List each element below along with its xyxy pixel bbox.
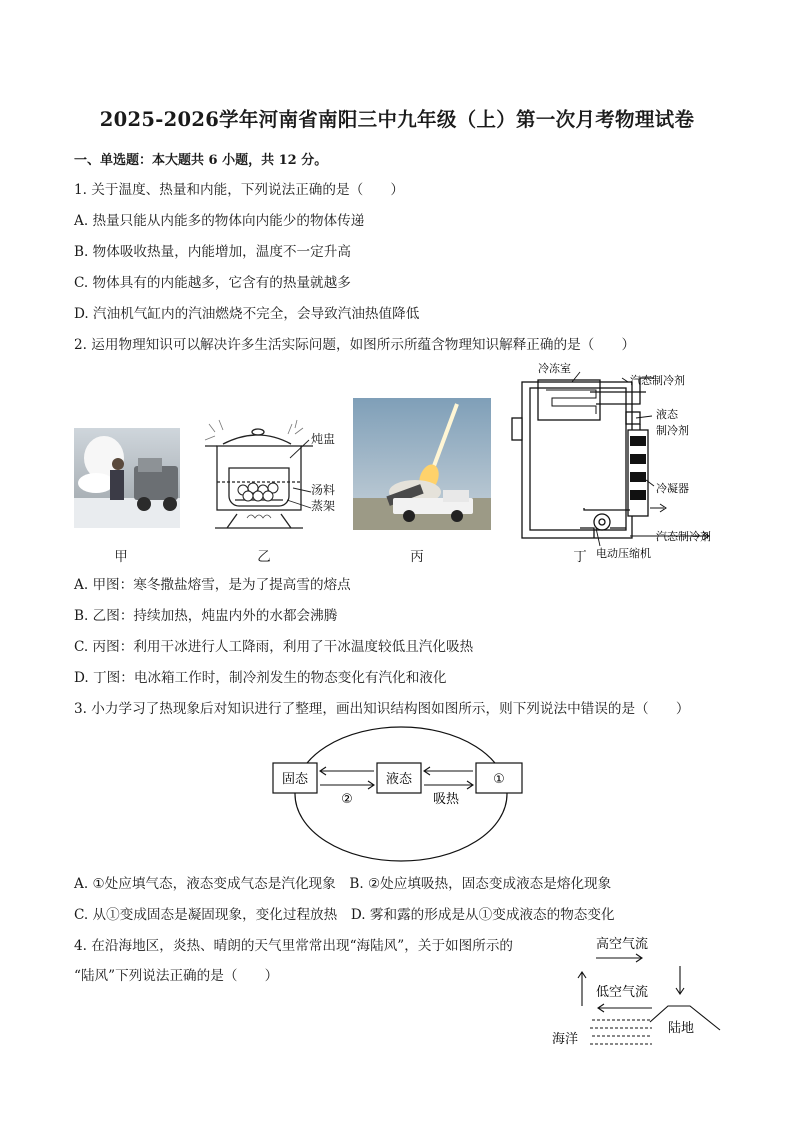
question-3-stem: 3. 小力学习了热现象后对知识进行了整理，画出知识结构图如图所示，则下列说法中错误的是（ ） [74,701,690,717]
label-yasuoji: 电动压缩机 [596,547,651,560]
label-ocean: 海洋 [552,1032,579,1047]
label-solid: 固态 [281,772,309,787]
question-4-stem-line1: 4. 在沿海地区，炎热、晴朗的天气里常常出现“海陆风”，关于如图所示的 [74,938,514,954]
q1-option-c: C. 物体具有的内能越多，它含有的热量就越多 [74,275,351,291]
label-qitai-2: 汽态制冷剂 [656,530,711,543]
caption-yi: 乙 [257,549,271,565]
label-yetai: 液态 [656,408,678,421]
q2-option-c: C. 丙图：利用干冰进行人工降雨，利用了干冰温度较低且汽化吸热 [74,639,474,655]
q3-options-cd: C. 从①变成固态是凝固现象，变化过程放热 D. 雾和露的形成是从①变成液态的物态变化 [74,907,615,923]
figure-bing-photo [353,398,491,530]
figure-ding-diagram [510,360,720,565]
page-title: 2025-2026学年河南省南阳三中九年级（上）第一次月考物理试卷 [99,108,695,131]
figure-jia-photo [74,428,180,528]
label-high-air: 高空气流 [596,937,649,952]
label-absorb: 吸热 [432,792,460,807]
figure-yi-diagram [187,418,355,536]
label-mark2: ② [341,792,353,807]
label-mark1: ① [493,772,505,787]
label-tangliao: 汤料 [311,483,336,497]
section-heading: 一、单选题：本大题共 6 小题，共 12 分。 [74,153,328,168]
q3-options-ab: A. ①处应填气态，液态变成气态是汽化现象 B. ②处应填吸热，固态变成液态是熔化现象 [74,876,612,892]
sea-land-breeze-diagram [548,928,724,1050]
label-liquid: 液态 [385,772,413,787]
q1-option-b: B. 物体吸收热量，内能增加，温度不一定升高 [74,244,351,260]
label-dunzhong: 炖盅 [311,432,336,446]
caption-bing: 丙 [410,549,424,565]
caption-ding: 丁 [573,549,587,565]
q1-option-a: A. 热量只能从内能多的物体向内能少的物体传递 [74,213,365,229]
q2-option-d: D. 丁图：电冰箱工作时，制冷剂发生的物态变化有汽化和液化 [74,670,447,686]
question-2-stem: 2. 运用物理知识可以解决许多生活实际问题，如图所示所蕴含物理知识解释正确的是（ ） [74,337,636,353]
caption-jia: 甲 [114,549,128,565]
state-change-diagram [268,724,534,864]
label-zhengjia: 蒸架 [311,499,336,513]
q2-option-a: A. 甲图：寒冬撒盐熔雪，是为了提高雪的熔点 [74,577,351,593]
label-lengdongshi: 冷冻室 [538,362,571,375]
label-qitai-1: 汽态制冷剂 [630,374,685,387]
label-land: 陆地 [668,1021,695,1036]
label-zhilengji: 制冷剂 [656,424,689,437]
q2-option-b: B. 乙图：持续加热，炖盅内外的水都会沸腾 [74,608,338,624]
label-lengningqi: 冷凝器 [656,482,689,495]
question-1-stem: 1. 关于温度、热量和内能，下列说法正确的是（ ） [74,182,404,198]
question-4-stem-line2: “陆风”下列说法正确的是（ ） [74,968,279,984]
q1-option-d: D. 汽油机气缸内的汽油燃烧不完全，会导致汽油热值降低 [74,306,420,322]
label-low-air: 低空气流 [596,985,649,1000]
